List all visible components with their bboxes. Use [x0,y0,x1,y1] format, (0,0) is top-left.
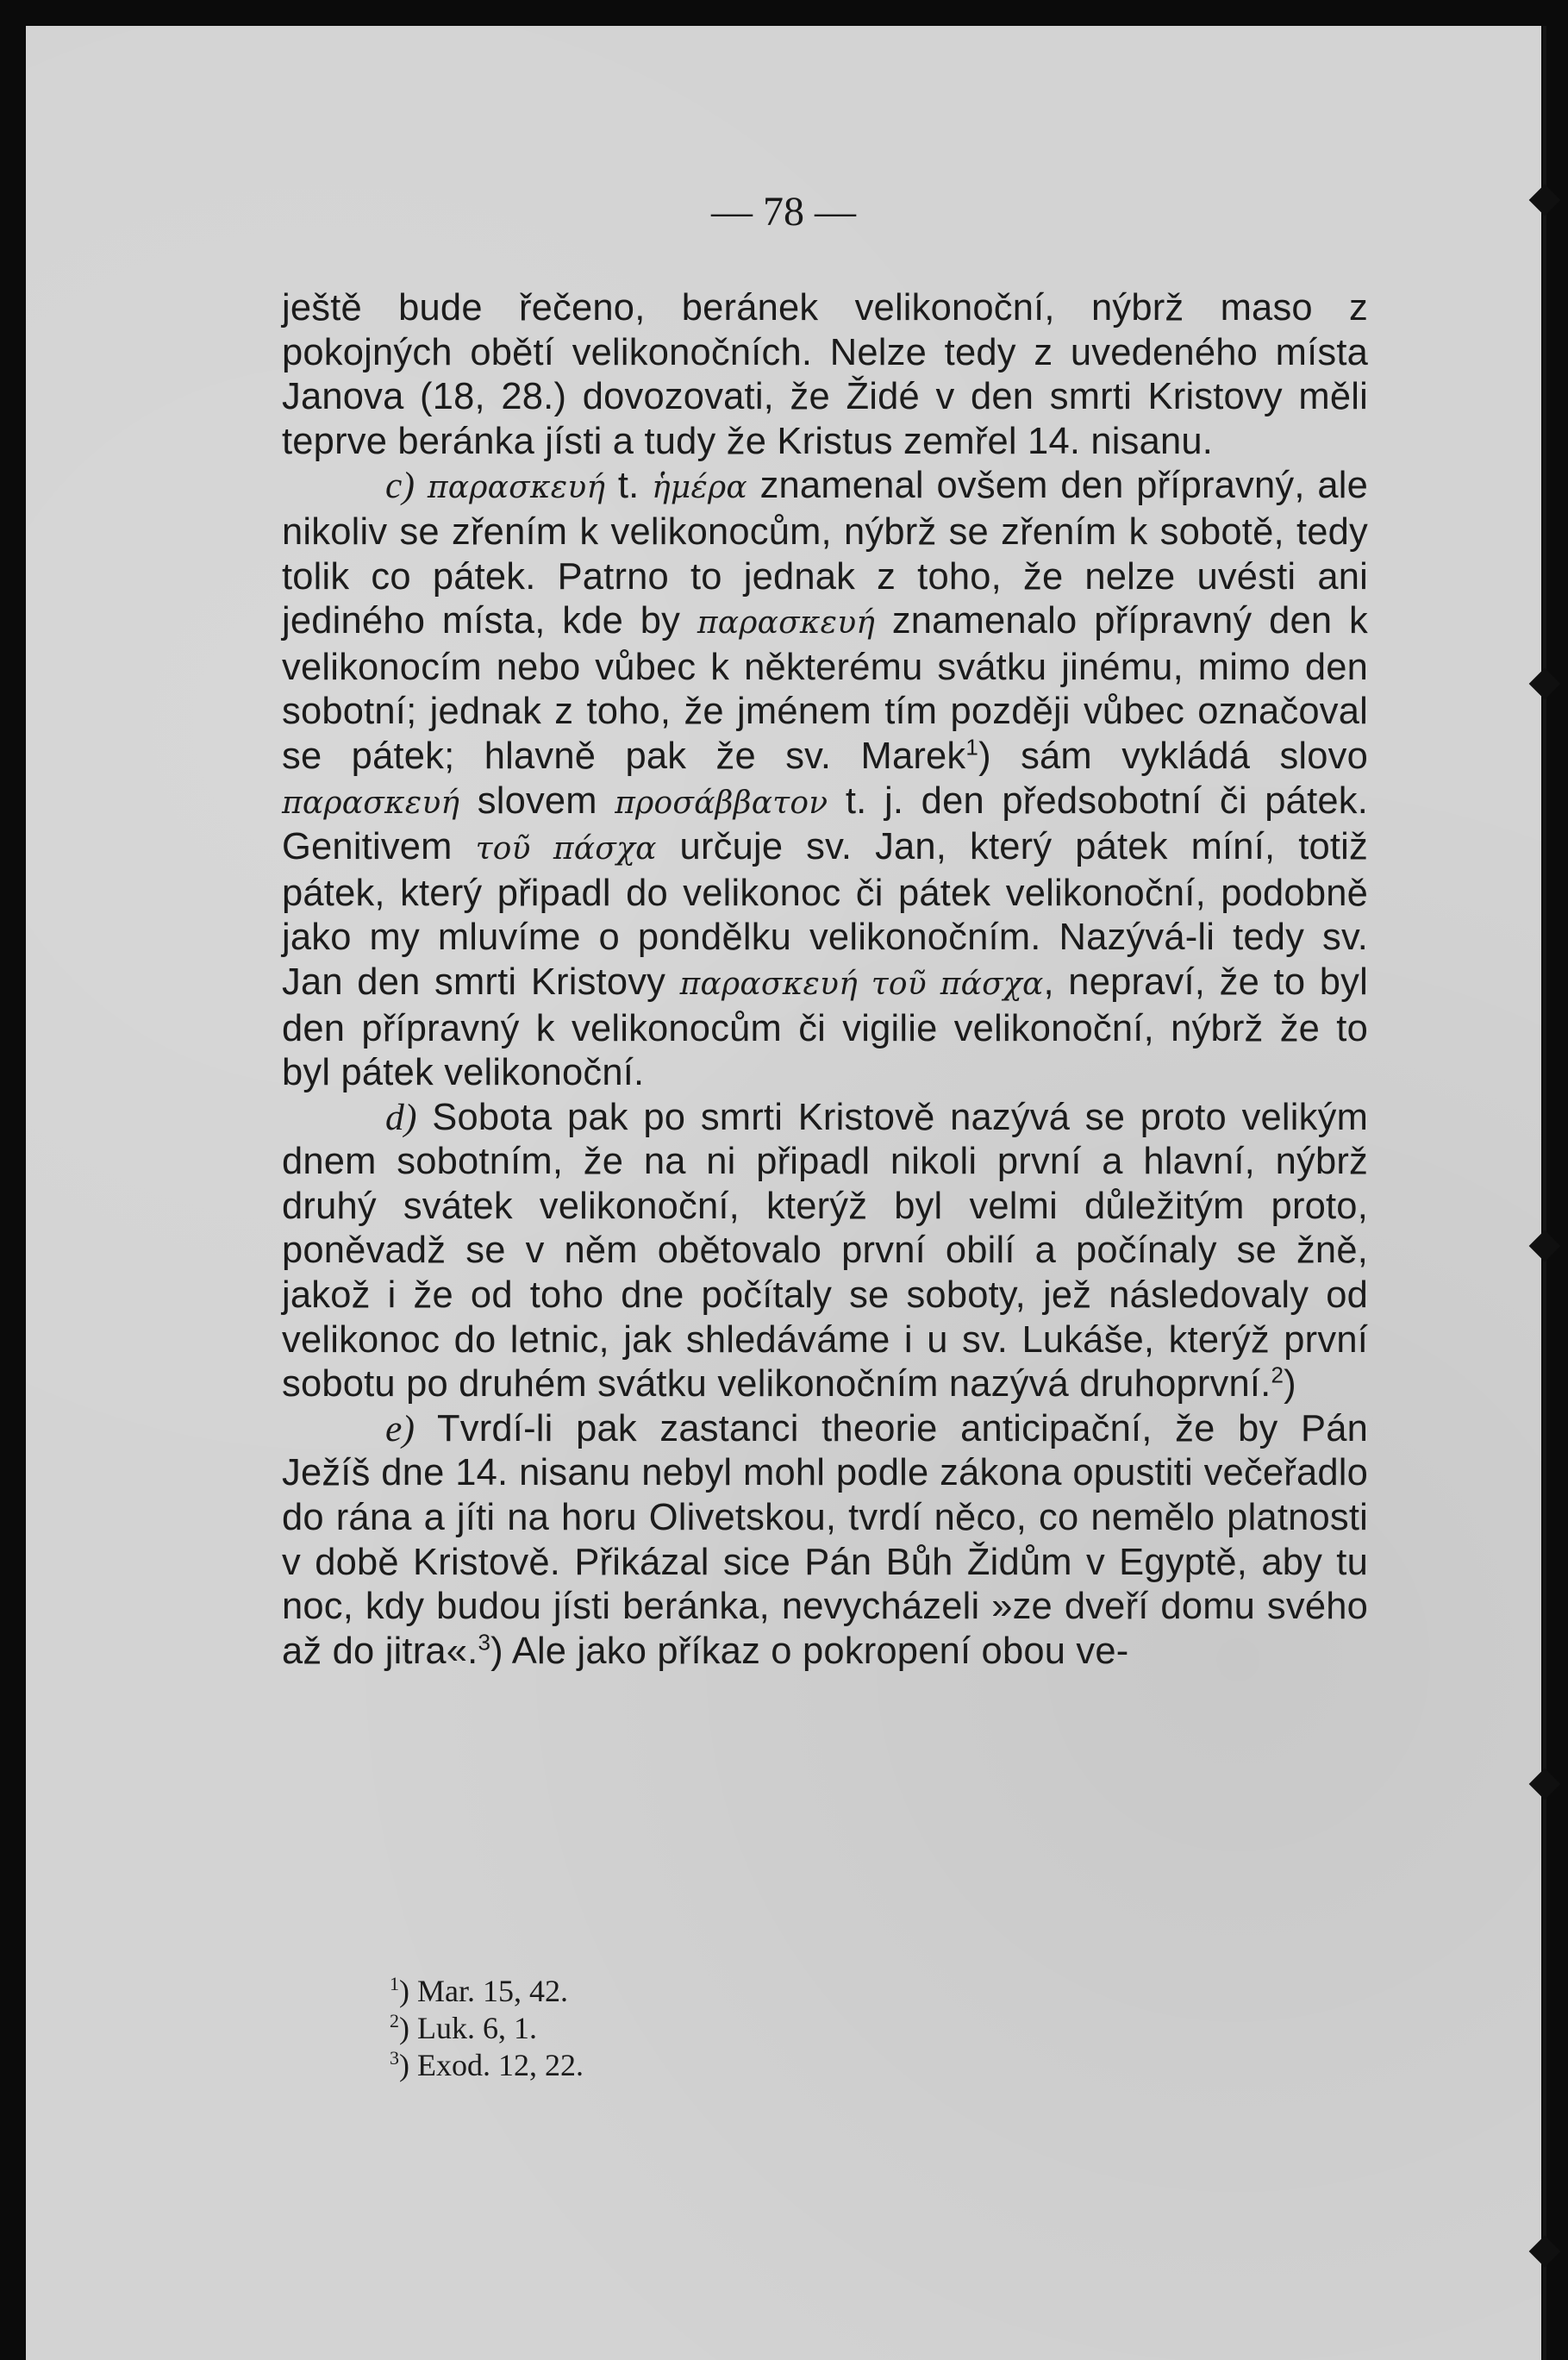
paragraph-label: e) [385,1407,415,1449]
greek-term: ἡμέρα [652,470,747,506]
text-run: znamenalo přípravný den k velikonocím nebo vůbec k některému svátku jinému, mimo den sobotní; jednak z toho, že jménem tím později vůbec označoval se pátek; hlavně pak že sv. Marek [282,600,1368,777]
footnote-text: ) Exod. 12, 22. [399,2048,584,2082]
page-edge-line [1543,26,1546,2360]
paragraph [282,464,1368,1095]
text-run: , nepraví, že to byl den přípravný k velikonocům či vigilie velikonoční, nýbrž že to byl pátek velikonoční. [282,961,1368,1094]
text-run: ) [1284,1363,1296,1405]
greek-term: παρασκευή τοῦ πάσχα [679,966,1044,1002]
page-number: — 78 — [711,189,856,235]
footnotes [390,1973,584,2084]
footnote [390,2010,584,2047]
paragraph [282,1096,1368,1407]
text-run: znamenal ovšem den přípravný, ale nikoliv se zřením k velikonocům, nýbrž se zřením k sobotě, tedy tolik co pátek. Patrno to jednak z toho, že nelze uvésti ani jediného místa, kde by [282,465,1368,642]
text-run: ) Ale jako příkaz o pokropení obou ve- [490,1630,1129,1672]
footnote-reference: 1 [965,734,979,761]
footnote-text: ) Luk. 6, 1. [399,2011,537,2045]
footnote-reference: 2 [1271,1362,1284,1388]
paragraph-label: d) [385,1096,417,1138]
greek-term: παρασκευή [697,605,876,642]
text-run: určuje sv. Jan, který pátek míní, totiž pátek, který připadl do velikonoc či pátek velikonoční, podobně jako my mluvíme o pondělku velikonočním. Nazývá-li tedy sv. Jan den smrti Kristovy [282,826,1368,1003]
text-run: ) sám vykládá slovo [978,735,1368,777]
body-text [282,286,1368,1674]
footnote-mark: 2 [390,2010,399,2031]
footnote-mark: 1 [390,1973,399,1994]
footnote [390,2047,584,2084]
paragraph-label: c) [385,465,415,507]
text-run: ještě bude řečeno, beránek velikonoční, nýbrž maso z pokojných obětí velikonočních. Nelze tedy z uvedeného místa Janova (18, 28.) dovozovati, že Židé v den smrti Kristovy měli teprve beránka jísti a tudy že Kristus zemřel 14. nisanu. [282,287,1368,462]
text-run: t. [605,465,653,507]
text-run: slovem [459,779,615,822]
paper-sheet [26,26,1541,2360]
greek-term: τοῦ πάσχα [475,831,657,867]
paragraph [282,286,1368,464]
footnote [390,1973,584,2010]
text-run: Sobota pak po smrti Kristově nazývá se proto velikým dnem sobotním, že na ni připadl nikoli první a hlavní, nýbrž druhý svátek velikonoční, kterýž byl velmi důležitým proto, poněvadž se v něm obětovalo první obilí a počínaly se žně, jakož i že od toho dne počítaly se soboty, jež následovaly od velikonoc do letnic, jak shledáváme i u sv. Lukáše, kterýž první sobotu po druhém svátku velikonočním nazývá druhoprvní. [282,1096,1368,1405]
text-run: Tvrdí-li pak zastanci theorie anticipační, že by Pán Ježíš dne 14. nisanu nebyl mohl podle zákona opustiti večeřadlo do rána a jíti na horu Olivetskou, tvrdí něco, co nemělo platnosti v době Kristově. Přikázal sice Pán Bůh Židům v Egyptě, aby tu noc, kdy budou jísti beránka, nevycházeli »ze dveří domu svého až do jitra«. [282,1407,1368,1672]
paragraph [282,1407,1368,1675]
text-run: t. j. den předsobotní či pátek. Genitivem [282,779,1368,868]
footnote-text: ) Mar. 15, 42. [399,1974,568,2008]
greek-term: προσάββατον [615,785,828,821]
greek-term: παρασκευή [427,470,606,506]
greek-term: παρασκευή [282,785,460,821]
footnote-mark: 3 [390,2047,399,2069]
footnote-reference: 3 [478,1629,491,1656]
